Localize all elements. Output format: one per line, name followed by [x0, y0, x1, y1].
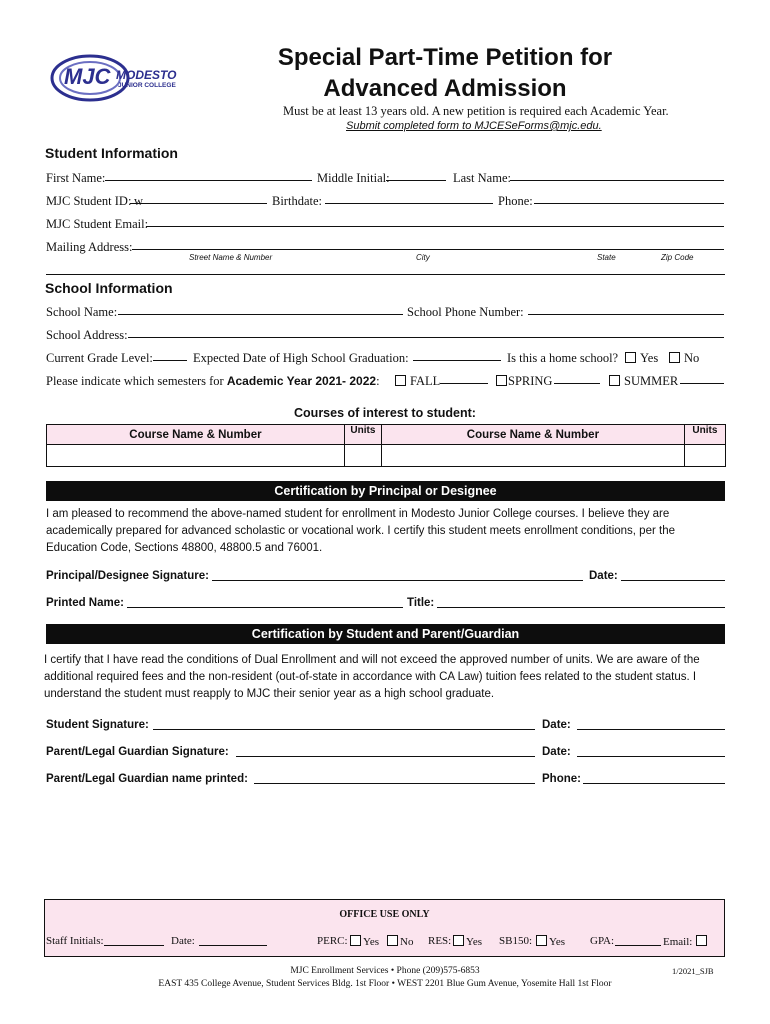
- units-2-input[interactable]: [684, 445, 725, 467]
- gpa-label: GPA:: [590, 935, 615, 947]
- home-school-yes-text: Yes: [640, 351, 659, 365]
- email-office-label[interactable]: [663, 935, 711, 948]
- staff-initials-field[interactable]: [104, 945, 164, 946]
- last-name-label: Last Name:: [453, 171, 511, 185]
- semesters-prefix: Please indicate which semesters for: [46, 374, 227, 388]
- principal-text: I am pleased to recommend the above-named student for enrollment in Modesto Junior College courses. I believe they are academically prepared for advanced scholastic or vocational work. I certify this student meets enrollment conditions, per the Education Code, Sections 48800, 48800.5 and 76001.: [46, 508, 675, 554]
- spring-option[interactable]: [496, 374, 552, 389]
- sub-street: Street Name & Number: [189, 253, 273, 262]
- title-line-2: Advanced Admission: [323, 75, 567, 102]
- age-note: Must be at least 13 years old. A new petition is required each Academic Year.: [283, 104, 669, 118]
- principal-signature-label: Principal/Designee Signature:: [46, 570, 209, 582]
- first-name-label: First Name:: [46, 171, 106, 185]
- parent-date-field[interactable]: [577, 756, 725, 757]
- summer-field[interactable]: [680, 383, 724, 384]
- parent-signature-field[interactable]: [236, 756, 535, 757]
- col-course-1: Course Name & Number: [47, 425, 345, 445]
- courses-table: [46, 424, 726, 467]
- principal-signature-field[interactable]: [212, 580, 583, 581]
- submit-note[interactable]: Submit completed form to MJCESeForms@mjc.edu.: [346, 120, 602, 132]
- email-office-checkbox[interactable]: [696, 935, 707, 946]
- office-use-box: [44, 899, 725, 957]
- home-school-no-checkbox[interactable]: [669, 352, 680, 363]
- fall-option[interactable]: [395, 374, 440, 389]
- student-info-heading: Student Information: [45, 145, 178, 161]
- office-use-title: OFFICE USE ONLY: [339, 909, 430, 920]
- home-school-no-text: No: [684, 351, 700, 365]
- first-name-field[interactable]: [105, 180, 312, 181]
- perc-yes-text: Yes: [363, 936, 380, 948]
- logo-brand: MODESTO: [116, 68, 177, 82]
- mailing-label: Mailing Address:: [46, 240, 133, 254]
- phone-field[interactable]: [534, 203, 724, 204]
- sb150-label: SB150:: [499, 935, 533, 947]
- course-2-input[interactable]: [381, 445, 684, 467]
- parent-phone-field[interactable]: [583, 783, 725, 784]
- footer-code: 1/2021_SJB: [672, 966, 714, 976]
- sub-zip: Zip Code: [661, 253, 694, 262]
- sb150-yes-checkbox[interactable]: [536, 935, 547, 946]
- student-signature-label: Student Signature:: [46, 719, 149, 731]
- grad-date-label: Expected Date of High School Graduation:: [193, 351, 409, 365]
- perc-no-text: No: [400, 936, 414, 948]
- parent-signature-label: Parent/Legal Guardian Signature:: [46, 746, 229, 758]
- middle-initial-label: Middle Initial:: [317, 171, 390, 185]
- res-yes-checkbox[interactable]: [453, 935, 464, 946]
- parent-name-label: Parent/Legal Guardian name printed:: [46, 773, 248, 785]
- summer-checkbox[interactable]: [609, 375, 620, 386]
- col-course-2: Course Name & Number: [381, 425, 684, 445]
- principal-date-field[interactable]: [621, 580, 725, 581]
- office-date-label: Date:: [171, 935, 195, 947]
- table-row: [47, 445, 726, 467]
- perc-yes-checkbox[interactable]: [350, 935, 361, 946]
- perc-yes[interactable]: [350, 935, 379, 948]
- col-units-2: Units: [684, 425, 725, 445]
- units-1-input[interactable]: [344, 445, 381, 467]
- middle-initial-field[interactable]: [386, 180, 446, 181]
- principal-bar: Certification by Principal or Designee: [46, 481, 725, 501]
- guardian-text: I certify that I have read the conditions of Dual Enrollment and will not exceed the approved number of units. We are aware of the additional required fees and the non-resident (out-of-state in accordance with CA Law) tuition fees related to the student status. I understand the student must reapply to MJC their senior year as a high school graduate.: [44, 654, 700, 700]
- school-name-label: School Name:: [46, 305, 118, 319]
- sub-state: State: [597, 253, 616, 262]
- parent-date-label: Date:: [542, 746, 571, 758]
- footer-line-1: MJC Enrollment Services • Phone (209)575-6853: [290, 966, 480, 976]
- mjc-logo: [50, 52, 180, 104]
- student-signature-field[interactable]: [153, 729, 535, 730]
- course-1-input[interactable]: [47, 445, 345, 467]
- office-date-field[interactable]: [199, 945, 267, 946]
- fall-field[interactable]: [440, 383, 488, 384]
- printed-name-label: Printed Name:: [46, 597, 124, 609]
- school-phone-field[interactable]: [528, 314, 724, 315]
- perc-label: PERC:: [317, 935, 348, 947]
- spring-checkbox[interactable]: [496, 375, 507, 386]
- courses-heading: Courses of interest to student:: [294, 406, 476, 420]
- semesters-suffix: :: [376, 374, 380, 388]
- summer-text: SUMMER: [624, 374, 679, 388]
- semesters-year: Academic Year 2021- 2022: [226, 374, 377, 388]
- home-school-label: Is this a home school?: [507, 351, 619, 365]
- col-units-1: Units: [344, 425, 381, 445]
- student-id-prefix: w: [134, 194, 144, 208]
- home-school-yes-checkbox[interactable]: [625, 352, 636, 363]
- gpa-field[interactable]: [615, 945, 661, 946]
- grad-date-field[interactable]: [413, 360, 501, 361]
- res-yes-text: Yes: [466, 936, 483, 948]
- staff-initials-label: Staff Initials:: [46, 935, 104, 947]
- home-school-yes[interactable]: [625, 351, 658, 366]
- sb150-yes-text: Yes: [549, 936, 566, 948]
- summer-option[interactable]: [609, 374, 678, 389]
- title-line-1: Special Part-Time Petition for: [277, 44, 613, 71]
- res-label: RES:: [428, 935, 452, 947]
- fall-text: FALL: [410, 374, 441, 388]
- email-field[interactable]: [146, 226, 724, 227]
- perc-no[interactable]: [387, 935, 413, 948]
- grade-label: Current Grade Level:: [46, 351, 153, 365]
- last-name-field[interactable]: [510, 180, 724, 181]
- logo-sub: JUNIOR COLLEGE: [118, 82, 176, 89]
- school-address-field[interactable]: [128, 337, 724, 338]
- email-label: MJC Student Email:: [46, 217, 149, 231]
- guardian-bar: Certification by Student and Parent/Guardian: [46, 624, 725, 644]
- sub-city: City: [416, 253, 430, 262]
- perc-no-checkbox[interactable]: [387, 935, 398, 946]
- spring-text: SPRING: [508, 374, 553, 388]
- birthdate-field[interactable]: [325, 203, 493, 204]
- birthdate-label: Birthdate:: [272, 194, 322, 208]
- student-date-field[interactable]: [577, 729, 725, 730]
- semesters-label: [46, 374, 380, 389]
- home-school-no[interactable]: [669, 351, 699, 366]
- logo-mark: MJC: [64, 64, 111, 89]
- page-title: [240, 42, 650, 104]
- principal-date-label: Date:: [589, 570, 618, 582]
- parent-phone-label: Phone:: [542, 773, 581, 785]
- printed-name-field[interactable]: [127, 607, 403, 608]
- student-id-field[interactable]: [130, 203, 267, 204]
- section-divider: [46, 274, 725, 275]
- fall-checkbox[interactable]: [395, 375, 406, 386]
- school-name-field[interactable]: [118, 314, 403, 315]
- grade-field[interactable]: [153, 360, 187, 361]
- title-field[interactable]: [437, 607, 725, 608]
- email-office-text: Email:: [663, 936, 693, 948]
- school-info-heading: School Information: [45, 280, 173, 296]
- parent-name-field[interactable]: [254, 783, 535, 784]
- student-date-label: Date:: [542, 719, 571, 731]
- student-id-label: MJC Student ID:: [46, 194, 132, 208]
- res-yes[interactable]: [453, 935, 482, 948]
- phone-label: Phone:: [498, 194, 533, 208]
- school-phone-label: School Phone Number:: [407, 305, 524, 319]
- title-label: Title:: [407, 597, 435, 609]
- school-address-label: School Address:: [46, 328, 128, 342]
- spring-field[interactable]: [554, 383, 600, 384]
- mailing-field[interactable]: [132, 249, 724, 250]
- footer-line-2: EAST 435 College Avenue, Student Services Bldg. 1st Floor • WEST 2201 Blue Gum Avenue, Yosemite Hall 1st Floor: [158, 979, 612, 989]
- sb150-yes[interactable]: [536, 935, 565, 948]
